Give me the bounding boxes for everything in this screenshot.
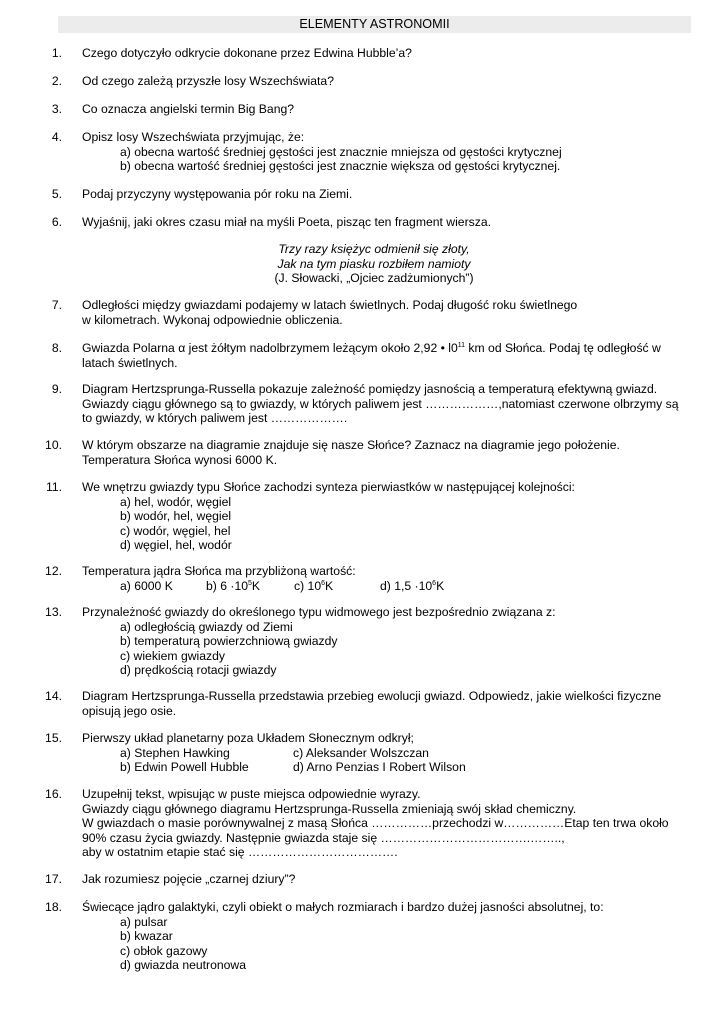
poem-line: Trzy razy księżyc odmienił się złoty, <box>278 242 470 256</box>
answer-row <box>82 579 694 594</box>
question-text: Wyjaśnij, jaki okres czasu miał na myśli Poeta, pisząc ten fragment wiersza. <box>82 215 491 229</box>
answer-option: a) pulsar <box>120 914 168 929</box>
question-text-line: 90% czasu życia gwiazdy. Następnie gwiazda staje się ……………………………….…….., <box>82 830 565 845</box>
question-text-line: Gwiazdy ciągu głównego są to gwiazdy, w których paliwem jest ………………,natomiast czerwone olbrzymy są <box>82 396 679 411</box>
question-number: 9. <box>51 382 62 396</box>
question-text: Co oznacza angielski termin Big Bang? <box>82 102 295 116</box>
page-title: ELEMENTY ASTRONOMII <box>58 16 691 33</box>
answer-option: b) $6 \cdot 10^5K$ <box>206 578 261 593</box>
question-text: Czego dotyczyło odkrycie dokonane przez Edwina Hubble’a? <box>82 46 412 60</box>
answer-option: c) $10^6K$ <box>294 578 334 593</box>
question-number: 16. <box>45 787 62 801</box>
question-text: Przynależność gwiazdy do określonego typu widmowego jest bezpośrednio związana z: <box>82 605 556 619</box>
question-number: 14. <box>45 689 62 703</box>
question-number: 11. <box>45 480 62 494</box>
answer-option: d) $1,5 \cdot 10^6K$ <box>380 578 445 593</box>
answer-row <box>82 760 694 775</box>
answer-row <box>82 746 694 761</box>
answer-option: a) Stephen Hawking <box>120 745 230 760</box>
poem-fragment <box>0 242 724 286</box>
question-number: 13. <box>45 605 62 619</box>
question-text-line: W gwiazdach o masie porównywalnej z masą Słońca ……………przechodzi w……………Etap ten trwa około <box>82 816 669 831</box>
question-number: 18. <box>45 900 62 914</box>
question-number: 1. <box>51 46 62 60</box>
question-number: 3. <box>51 102 62 116</box>
answer-option: c) Aleksander Wolszczan <box>293 745 429 760</box>
question-number: 5. <box>51 187 62 201</box>
question-text-line: Odległości między gwiazdami podajemy w latach świetlnych. Podaj długość roku świetlnego <box>82 298 578 312</box>
answer-option: a) obecna wartość średniej gęstości jest znacznie mniejsza od gęstości krytycznej <box>120 144 562 159</box>
question-text: Podaj przyczyny występowania pór roku na Ziemi. <box>82 187 353 201</box>
question-text-line: Gwiazdy ciągu głównego diagramu Hertzsprunga-Russella zmieniają swój skład chemiczny. <box>82 801 577 816</box>
answer-option: c) wiekiem gwiazdy <box>120 648 225 663</box>
question-text-line: Uzupełnij tekst, wpisując w puste miejsca odpowiednie wyrazy. <box>82 787 421 801</box>
question-number: 15. <box>45 731 62 745</box>
question-text-line: Temperatura Słońca wynosi 6000 K. <box>82 452 278 467</box>
question-text-line: aby w ostatnim etapie stać się ………………………………. <box>82 845 398 860</box>
question-number: 6. <box>51 215 62 229</box>
question-number: 8. <box>51 341 62 355</box>
answer-option: a) hel, wodór, węgiel <box>120 494 232 509</box>
question-text-line: Diagram Hertzsprunga-Russella przedstawia przebieg ewolucji gwiazd. Odpowiedz, jakie wielkości fizyczne <box>82 689 662 703</box>
answer-option: d) węgiel, hel, wodór <box>120 538 232 553</box>
question-text-line: opisują jego osie. <box>82 703 177 718</box>
question-text: We wnętrzu gwiazdy typu Słońce zachodzi synteza pierwiastków w następującej kolejności: <box>82 480 575 494</box>
question-number: 4. <box>51 130 62 144</box>
answer-option: c) wodór, węgiel, hel <box>120 523 231 538</box>
answer-option: b) wodór, hel, węgiel <box>120 509 232 524</box>
question-text: Pierwszy układ planetarny poza Układem Słonecznym odkrył; <box>82 731 414 745</box>
answer-option: b) obecna wartość średniej gęstości jest znacznie większa od gęstości krytycznej. <box>120 159 561 174</box>
question-number: 10. <box>45 438 62 452</box>
question-number: 12. <box>45 564 62 578</box>
answer-option: b) kwazar <box>120 929 173 944</box>
poem-line: Jak na tym piasku rozbiłem namioty <box>277 256 471 271</box>
question-text: Opisz losy Wszechświata przyjmując, że: <box>82 130 305 144</box>
question-text: Od czego zależą przyszłe losy Wszechświata? <box>82 74 334 88</box>
question-text-line: Diagram Hertzsprunga-Russella pokazuje zależność pomiędzy jasnością a temperaturą efektywną gwiazd. <box>82 382 658 396</box>
question-number: 7. <box>51 298 62 312</box>
answer-option: a) odległością gwiazdy od Ziemi <box>120 619 293 634</box>
answer-option: c) obłok gazowy <box>120 943 208 958</box>
question-text: Świecące jądro galaktyki, czyli obiekt o małych rozmiarach i bardzo dużej jasności absolutnej, to: <box>82 900 604 914</box>
answer-option: d) Arno Penzias I Robert Wilson <box>293 760 466 775</box>
question-text-line: W którym obszarze na diagramie znajduje się nasze Słońce? Zaznacz na diagramie jego położenie. <box>82 438 620 452</box>
question-text-line: Gwiazda Polarna α jest żółtym nadolbrzymem leżącym około 2,92 • $l0^{11}$ km od Słońca. Podaj tę odległość w <box>82 341 661 355</box>
answer-option: d) gwiazda neutronowa <box>120 958 247 973</box>
question-text: Jak rozumiesz pojęcie „czarnej dziury”? <box>82 872 296 886</box>
poem-citation: (J. Słowacki, „Ojciec zadżumionych”) <box>274 271 474 286</box>
question-text-line: w kilometrach. Wykonaj odpowiednie obliczenia. <box>82 312 343 327</box>
question-number: 17. <box>45 872 62 886</box>
answer-option: b) Edwin Powell Hubble <box>120 760 249 775</box>
question-text: Temperatura jądra Słońca ma przybliżoną wartość: <box>82 564 356 578</box>
answer-option: d) prędkością rotacji gwiazdy <box>120 663 277 678</box>
answer-option: a) 6000 K <box>120 578 173 593</box>
question-text-line: to gwiazdy, w których paliwem jest ………………. <box>82 411 348 426</box>
question-text-line: latach świetlnych. <box>82 355 178 370</box>
exponent: 11 <box>457 342 466 349</box>
answer-option: b) temperaturą powierzchniową gwiazdy <box>120 634 338 649</box>
question-number: 2. <box>51 74 62 88</box>
